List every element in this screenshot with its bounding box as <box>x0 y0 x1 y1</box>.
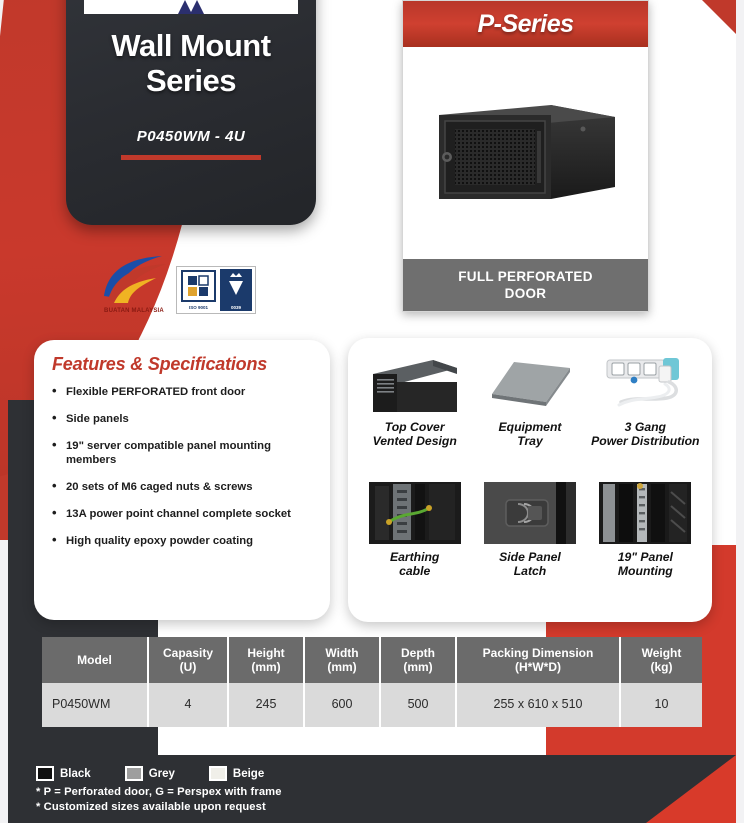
column-header-depth: Depth (mm) <box>380 637 456 683</box>
side-panel-latch-icon <box>484 482 576 544</box>
accessory-item <box>591 482 700 608</box>
product-series-label: P-Series <box>477 9 574 38</box>
table-row <box>42 683 702 727</box>
page-right-edge <box>736 0 744 823</box>
cell-model: P0450WM <box>42 683 148 727</box>
features-title: Features & Specifications <box>52 354 268 374</box>
page-title <box>111 28 270 98</box>
accessory-caption: Top Cover Vented Design <box>372 420 457 448</box>
accessory-caption: 19" Panel Mounting <box>617 550 673 578</box>
registrar-icon <box>180 269 217 303</box>
column-header-width: Width (mm) <box>304 637 380 683</box>
list-item: • Flexible PERFORATED front door <box>52 385 314 399</box>
swatch-beige <box>209 766 264 781</box>
hero-model-code: P0450WM - 4U <box>136 128 246 145</box>
swatch-box-beige <box>209 766 227 781</box>
column-header-model: Model <box>42 637 148 683</box>
top-cover-vented-icon <box>369 352 461 414</box>
certification-row <box>98 252 256 314</box>
brand-logo-box <box>84 0 298 14</box>
accessory-item <box>475 352 584 478</box>
accessory-caption: Earthing cable <box>389 550 440 578</box>
cell-capacity: 4 <box>148 683 228 727</box>
accessory-item <box>591 352 700 478</box>
list-item: • Side panels <box>52 412 314 426</box>
accessory-item <box>360 482 469 608</box>
background-corner-red-triangle <box>702 0 736 34</box>
cell-width: 600 <box>304 683 380 727</box>
background-bottom-red-wedge <box>646 755 736 823</box>
color-swatches <box>36 766 456 781</box>
iso-9001-mark <box>180 269 217 311</box>
hero-card <box>66 0 316 225</box>
table-header-row <box>42 637 702 683</box>
iso-certification-badge <box>176 266 256 314</box>
footer <box>36 766 456 815</box>
cell-height: 245 <box>228 683 304 727</box>
accessory-item <box>475 482 584 608</box>
product-series-header <box>403 1 648 47</box>
ukas-crown-icon <box>220 269 252 299</box>
swatch-box-grey <box>125 766 143 781</box>
cell-weight: 10 <box>620 683 702 727</box>
product-caption <box>403 259 648 311</box>
swatch-grey <box>125 766 175 781</box>
cell-depth: 500 <box>380 683 456 727</box>
buatan-malaysia-label: BUATAN MALAYSIA <box>104 308 164 314</box>
column-header-capacity: Capasity (U) <box>148 637 228 683</box>
accessory-caption: 3 Gang Power Distribution <box>591 420 700 448</box>
list-item: • 13A power point channel complete socket <box>52 507 314 521</box>
list-item: • High quality epoxy powder coating <box>52 534 314 548</box>
accessory-caption: Side Panel Latch <box>499 550 561 578</box>
panel-mounting-icon <box>599 482 691 544</box>
features-list <box>52 385 314 548</box>
product-panel <box>402 0 649 312</box>
hero-accent-rule <box>121 155 261 160</box>
hero-title-line2: Series <box>145 63 237 98</box>
swatch-label: Grey <box>148 767 175 780</box>
cell-packing-dimension: 255 x 610 x 510 <box>456 683 620 727</box>
product-caption-line1: FULL PERFORATED <box>458 269 593 284</box>
ukas-mark <box>220 269 252 311</box>
footer-note-1: * P = Perforated door, G = Perspex with frame <box>36 786 282 798</box>
list-item: • 20 sets of M6 caged nuts & screws <box>52 480 314 494</box>
swatch-label: Black <box>60 767 91 780</box>
column-header-height: Height (mm) <box>228 637 304 683</box>
ukas-number-label: 0039 <box>230 305 241 310</box>
accessories-grid <box>348 338 712 622</box>
list-item: • 19" server compatible panel mounting members <box>52 439 314 467</box>
iso-number-label: ISO 9001 <box>188 305 208 310</box>
accessory-caption: Equipment Tray <box>498 420 562 448</box>
server-cabinet-photo <box>433 101 619 205</box>
wall-mount-cabinet-icon <box>433 101 619 205</box>
swatch-label: Beige <box>232 767 265 780</box>
brand-logo-icon <box>171 0 211 14</box>
swatch-black <box>36 766 91 781</box>
equipment-tray-icon <box>484 352 576 414</box>
specifications-table <box>42 637 702 727</box>
accessory-item <box>360 352 469 478</box>
column-header-packing-dimension: Packing Dimension (H*W*D) <box>456 637 620 683</box>
earthing-cable-icon <box>369 482 461 544</box>
footer-note-2: * Customized sizes available upon request <box>36 801 266 813</box>
malaysia-swoosh-icon <box>98 252 170 304</box>
power-distribution-icon <box>599 352 691 414</box>
hero-title-line1: Wall Mount <box>111 28 271 63</box>
buatan-malaysia-logo <box>98 252 170 314</box>
column-header-weight: Weight (kg) <box>620 637 702 683</box>
product-caption-line2: DOOR <box>504 286 547 301</box>
features-card <box>34 340 330 620</box>
product-image-area <box>403 47 648 259</box>
swatch-box-black <box>36 766 54 781</box>
